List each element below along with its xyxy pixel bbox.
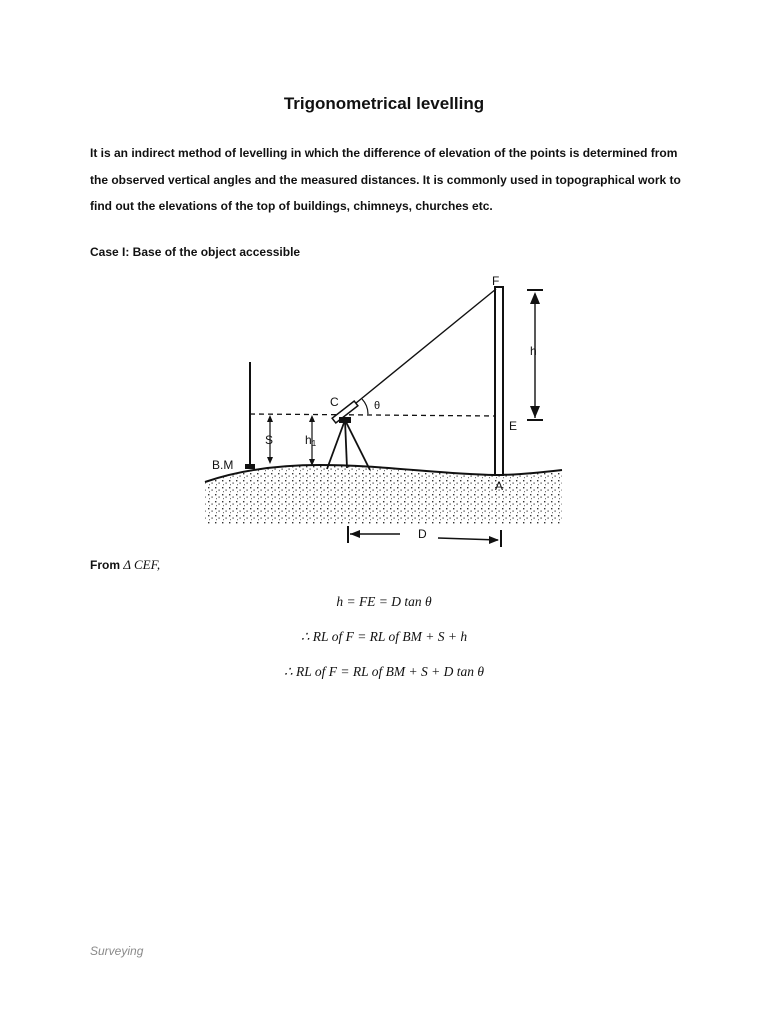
equation-2: ∴ RL of F = RL of BM + S + h — [300, 629, 468, 644]
label-f: F — [492, 274, 500, 288]
sight-line-cf — [345, 289, 496, 412]
from-line — [90, 557, 160, 573]
label-a: A — [495, 479, 504, 493]
label-s: S — [265, 433, 274, 447]
tripod-leg-right — [345, 420, 370, 470]
label-e: E — [509, 419, 518, 433]
label-bm: B.M — [212, 458, 234, 472]
from-text: From — [90, 558, 120, 572]
theta-arc — [362, 399, 368, 414]
tripod-leg-mid — [345, 420, 347, 468]
label-theta: θ — [374, 400, 381, 412]
intro-paragraph: It is an indirect method of levelling in which the difference of elevation of the points is determined from the observed vertical angles and the measured distances. It is commonly used in topographical work to find out the elevations of the top of buildings, chimneys, churches etc. — [90, 146, 681, 213]
label-h: h — [530, 344, 537, 358]
label-c: C — [330, 395, 339, 409]
object-pole — [495, 287, 503, 475]
bm-marker — [245, 464, 255, 469]
line-of-sight — [250, 414, 495, 416]
tripod-leg-left — [327, 420, 345, 469]
equation-1: h = FE = D tan θ — [336, 594, 432, 609]
tripod-head — [339, 417, 351, 423]
label-d: D — [418, 527, 427, 541]
label-h1: h1 — [305, 433, 317, 448]
case-heading: Case I: Base of the object accessible — [90, 245, 301, 259]
footer-label: Surveying — [90, 944, 144, 958]
from-math: Δ CEF, — [123, 557, 161, 572]
levelling-diagram — [200, 262, 570, 552]
equation-3: ∴ RL of F = RL of BM + S + D tan θ — [284, 664, 484, 679]
page-title: Trigonometrical levelling — [283, 94, 485, 113]
